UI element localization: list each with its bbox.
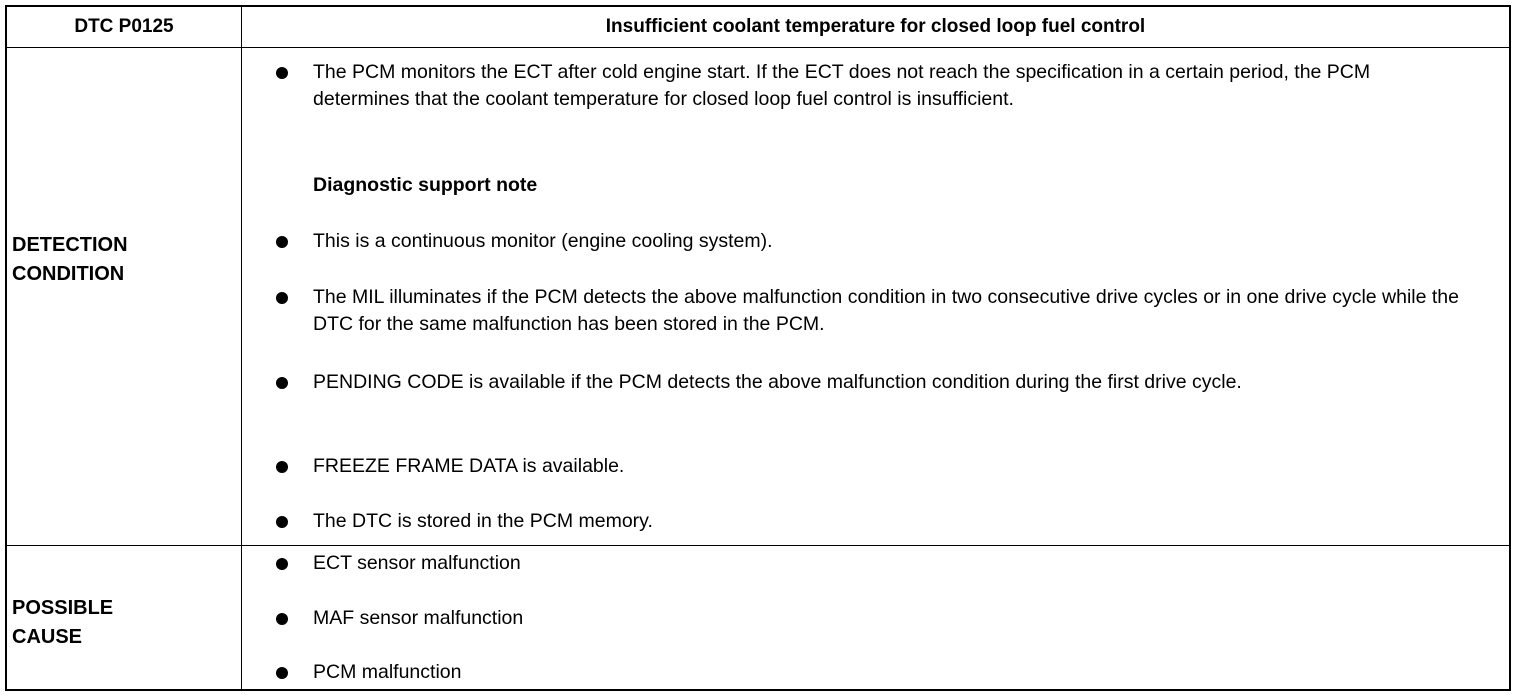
bullet-icon [276, 377, 288, 389]
list-item-text: The PCM monitors the ECT after cold engine start. If the ECT does not reach the specification in a certain period, the PCM determines that the coolant temperature for closed loop fuel control is insufficient. [313, 61, 1371, 110]
list-item-text: This is a continuous monitor (engine cooling system). [313, 230, 773, 252]
bullet-icon [276, 236, 288, 248]
detection-item [276, 508, 1466, 535]
bullet-icon [276, 67, 288, 79]
bullet-icon [276, 667, 288, 679]
dtc-code: DTC P0125 [74, 16, 174, 37]
cause-item [276, 605, 1466, 632]
bullet-icon [276, 461, 288, 473]
cause-label-line2: CAUSE [12, 626, 83, 648]
detection-label-line1: DETECTION [12, 234, 128, 256]
list-item-text: The DTC is stored in the PCM memory. [313, 510, 653, 532]
diagnostic-support-note-heading: Diagnostic support note [313, 174, 538, 196]
detection-item [276, 228, 1466, 255]
header-divider [7, 47, 1509, 48]
list-item-text: FREEZE FRAME DATA is available. [313, 455, 625, 477]
dtc-title: Insufficient coolant temperature for closed loop fuel control [605, 16, 1146, 37]
bullet-icon [276, 516, 288, 528]
detection-intro-item [276, 59, 1466, 113]
list-item-text: PENDING CODE is available if the PCM detects the above malfunction condition during the first drive cycle. [313, 371, 1242, 393]
bullet-icon [276, 292, 288, 304]
list-item-text: MAF sensor malfunction [313, 607, 524, 629]
bullet-icon [276, 558, 288, 570]
cause-item [276, 659, 1466, 686]
bullet-icon [276, 613, 288, 625]
detection-item [276, 453, 1466, 480]
row-divider [7, 545, 1509, 546]
detection-item [276, 284, 1466, 338]
possible-cause-label [12, 594, 232, 652]
detection-label-line2: CONDITION [12, 263, 125, 285]
column-divider [241, 7, 242, 689]
list-item-text: PCM malfunction [313, 661, 462, 683]
cause-item [276, 550, 1466, 577]
detection-condition-label [12, 231, 232, 289]
detection-item [276, 369, 1466, 396]
list-item-text: The MIL illuminates if the PCM detects the above malfunction condition in two consecutive drive cycles or in one drive cycle while the DTC for the same malfunction has been stored in the PCM. [313, 286, 1459, 335]
cause-label-line1: POSSIBLE [12, 597, 114, 619]
list-item-text: ECT sensor malfunction [313, 552, 521, 574]
